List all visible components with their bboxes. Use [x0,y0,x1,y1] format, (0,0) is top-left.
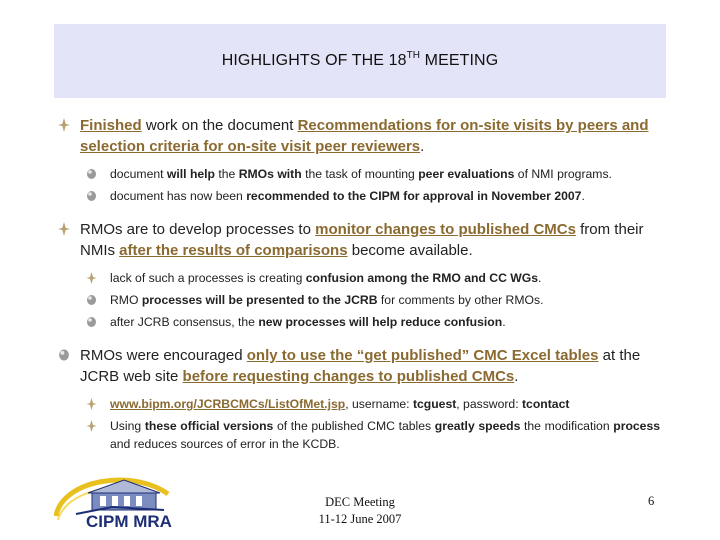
diamond-bullet-icon [86,398,97,410]
page-title: HIGHLIGHTS OF THE 18TH MEETING [221,50,499,69]
sub-bullet-help-rmos: document will help the RMOs with the task of mounting peer evaluations of NMI programs. [56,165,660,183]
sphere-bullet-icon [86,316,97,328]
sub-bullet-recommended: document has now been recommended to the CIPM for approval in November 2007. [56,187,660,205]
footer-meeting: DEC Meeting 11-12 June 2007 [318,495,402,526]
sub-bullet-web-link: www.bipm.org/JCRBCMCs/ListOfMet.jsp, username: tcguest, password: tcontact [56,395,660,413]
jcrb-cmc-link[interactable]: www.bipm.org/JCRBCMCs/ListOfMet.jsp [110,397,346,411]
diamond-bullet-icon [58,222,70,236]
sphere-bullet-icon [86,294,97,306]
bullet-excel-tables: RMOs were encouraged only to use the “get published” CMC Excel tables at the JCRB web site before requesting changes to published CMCs. [56,345,660,387]
sub-bullet-jcrb-processes: RMO processes will be presented to the JCRB for comments by other RMOs. [56,291,660,309]
diamond-bullet-icon [58,118,70,132]
page-number: 6 [648,494,655,508]
bullet-monitor-changes: RMOs are to develop processes to monitor changes to published CMCs from their NMIs after the results of comparisons become available. [56,219,660,261]
bullet-finished-work: Finished work on the document Recommendations for on-site visits by peers and selection criteria for on-site visit peer reviewers. [56,115,660,157]
diamond-bullet-icon [86,272,97,284]
sphere-bullet-icon [86,168,97,180]
logo-text: CIPM MRA [86,512,172,531]
sub-bullet-consensus: after JCRB consensus, the new processes will help reduce confusion. [56,313,660,331]
sphere-bullet-icon [58,348,70,362]
sphere-bullet-icon [86,190,97,202]
sub-bullet-official-versions: Using these official versions of the published CMC tables greatly speeds the modification process and reduces sources of error in the KCDB. [56,417,660,453]
title-banner [54,24,666,98]
slide-content [56,115,660,457]
sub-bullet-confusion: lack of such a processes is creating confusion among the RMO and CC WGs. [56,269,660,287]
diamond-bullet-icon [86,420,97,432]
